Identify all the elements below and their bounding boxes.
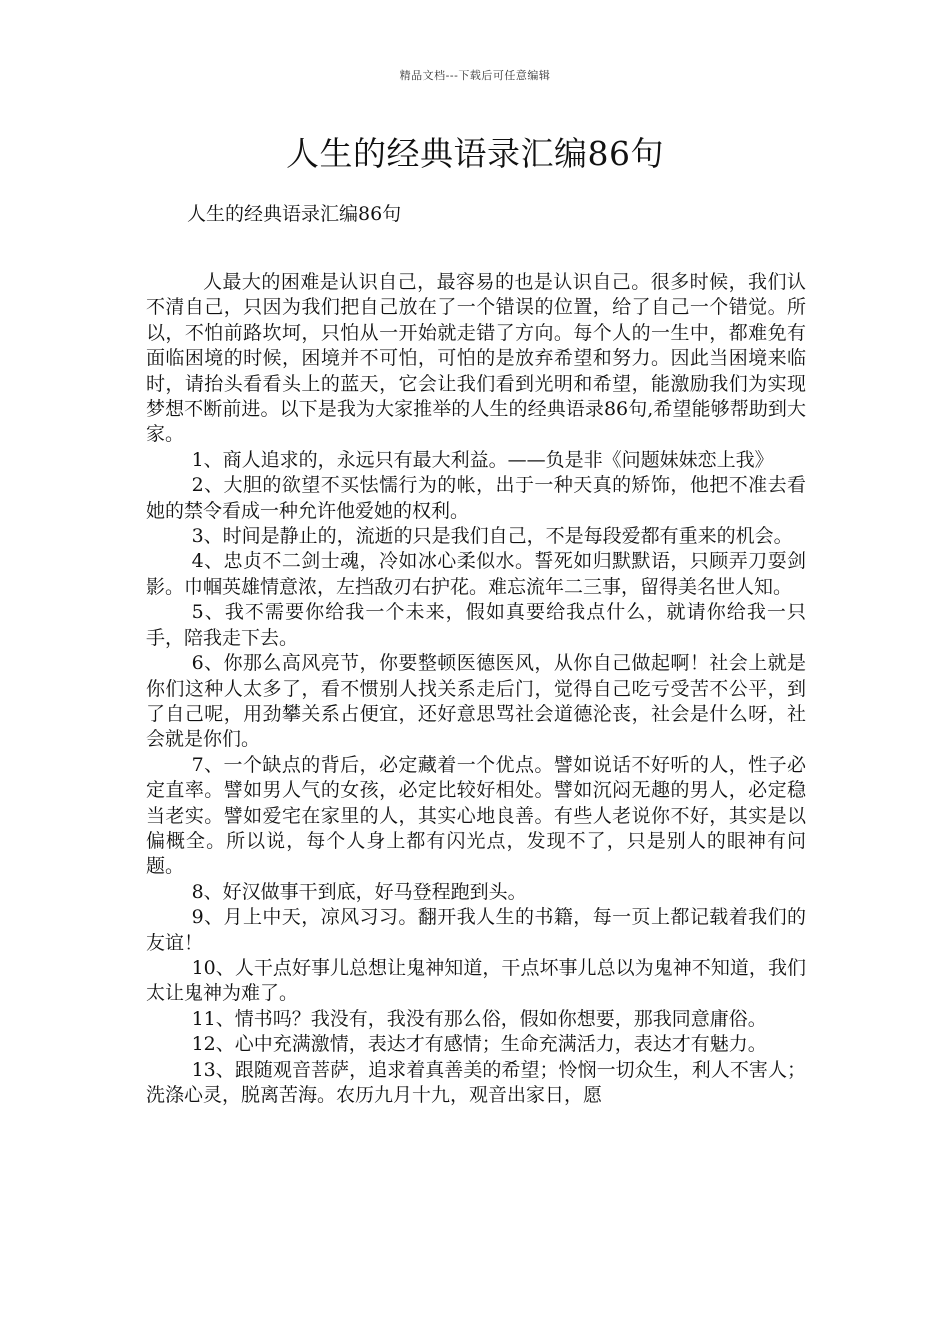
document-title: 人生的经典语录汇编86句 xyxy=(286,134,664,173)
quote-paragraph: 12、心中充满激情，表达才有感情；生命充满活力，表达才有魅力。 xyxy=(191,1033,767,1056)
intro-paragraph: 人最大的困难是认识自己，最容易的也是认识自己。很多时候，我们认不清自己，只因为我们把自己放在了一个错误的位置，给了自己一个错觉。所以，不怕前路坎坷，只怕从一开始就走错了方向。每个人的一生中，都难免有面临困境的时候，困境并不可怕，可怕的是放弃希望和努力。因此当困境来临时，请抬头看看头上的蓝天，它会让我们看到光明和希望，能激励我们为实现梦想不断前进。以下是我为大家推举的人生的经典语录86句,希望能够帮助到大家。 xyxy=(146,271,806,446)
quote-paragraph: 10、人干点好事儿总想让鬼神知道，干点坏事儿总以为鬼神不知道，我们太让鬼神为难了。 xyxy=(146,956,806,1005)
quote-paragraph: 11、情书吗？我没有，我没有那么俗，假如你想要，那我同意庸俗。 xyxy=(191,1007,767,1030)
quote-paragraph: 9、月上中天，凉风习习。翻开我人生的书籍，每一页上都记载着我们的友谊！ xyxy=(146,906,806,954)
document-body xyxy=(146,270,806,1108)
quote-paragraph: 1、商人追求的，永远只有最大利益。——负是非《问题妹妹恋上我》 xyxy=(191,448,774,471)
quote-paragraph: 3、时间是静止的，流逝的只是我们自己，不是每段爱都有重来的机会。 xyxy=(191,525,793,548)
quote-paragraph: 5、我不需要你给我一个未来，假如真要给我点什么，就请你给我一只手，陪我走下去。 xyxy=(146,601,806,649)
quote-paragraph: 13、跟随观音菩萨，追求着真善美的希望；怜悯一切众生，利人不害人；洗涤心灵，脱离苦海。农历九月十九，观音出家日，愿 xyxy=(146,1058,806,1106)
quote-paragraph: 8、好汉做事干到底，好马登程跑到头。 xyxy=(191,880,527,903)
document-subtitle: 人生的经典语录汇编86句 xyxy=(187,203,402,225)
quote-paragraph: 6、你那么高风亮节，你要整顿医德医风，从你自己做起啊！社会上就是你们这种人太多了，看不惯别人找关系走后门，觉得自己吃亏受苦不公平，到了自己呢，用劲攀关系占便宜，还好意思骂社会道德沦丧，社会是什么呀，社会就是你们。 xyxy=(146,652,806,751)
quote-paragraph: 2、大胆的欲望不买怯懦行为的帐，出于一种天真的矫饰，他把不准去看她的禁令看成一种允许他爱她的权利。 xyxy=(146,474,806,522)
quote-paragraph: 4、忠贞不二剑士魂，冷如冰心柔似水。誓死如归默默语，只顾弄刀耍剑影。巾帼英雄情意浓，左挡敌刃右护花。难忘流年二三事，留得美名世人知。 xyxy=(146,550,806,598)
quote-paragraph: 7、一个缺点的背后，必定藏着一个优点。譬如说话不好听的人，性子必定直率。譬如男人气的女孩，必定比较好相处。譬如沉闷无趣的男人，必定稳当老实。譬如爱宅在家里的人，其实心地良善。有些人老说你不好，其实是以偏概全。所以说，每个人身上都有闪光点，发现不了，只是别人的眼神有问题。 xyxy=(146,753,806,878)
header-note: 精品文档---下载后可任意编辑 xyxy=(399,69,551,82)
